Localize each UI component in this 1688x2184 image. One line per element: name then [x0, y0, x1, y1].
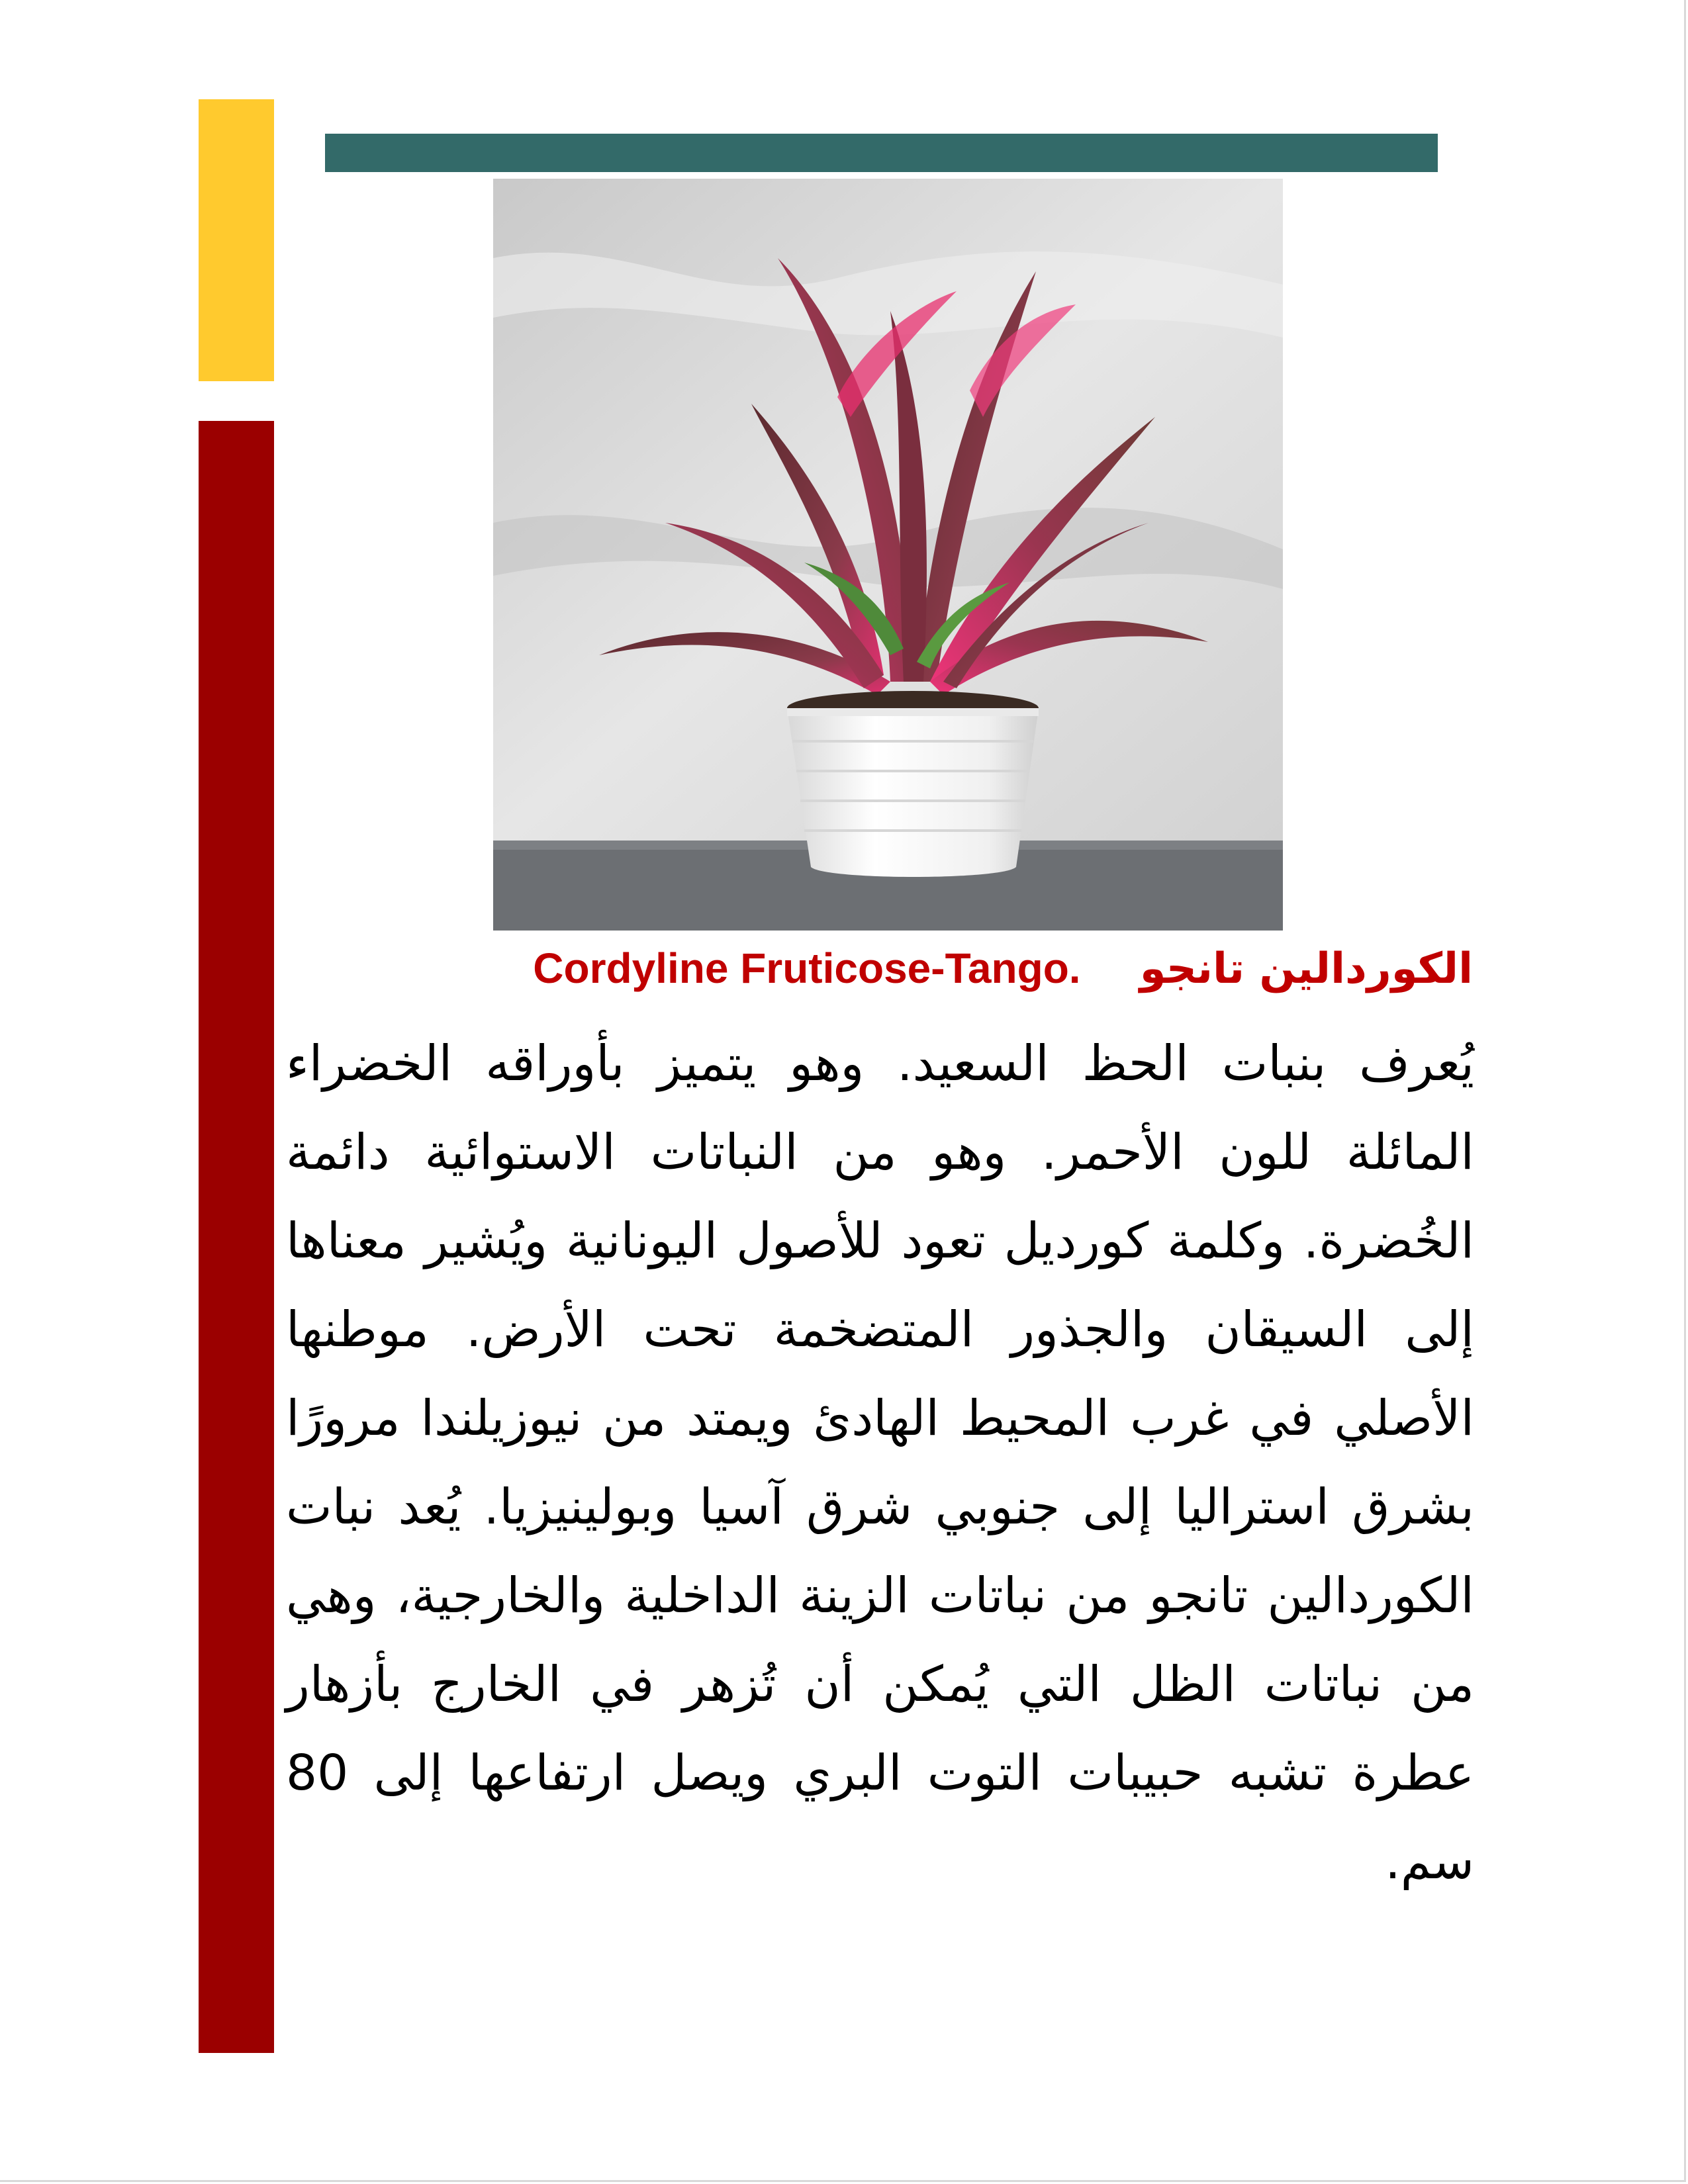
white-pot	[787, 708, 1039, 877]
cordyline-plant-photo	[493, 179, 1283, 931]
title-latin: Cordyline Fruticose-Tango.	[533, 944, 1081, 992]
plant-title	[318, 938, 1473, 998]
title-arabic: الكوردالين تانجو	[1139, 944, 1473, 993]
teal-header-bar	[325, 134, 1438, 172]
description-paragraph: يُعرف بنبات الحظ السعيد. وهو يتميز بأوراقه الخضراء المائلة للون الأحمر. وهو من النباتات الاستوائية دائمة الخُضرة. وكلمة كورديل تعود للأصول اليونانية ويُشير معناها إلى السيقان والجذور المتضخمة تحت الأرض. موطنها الأصلي في غرب المحيط الهادئ ويمتد من نيوزيلندا مرورًا بشرق استراليا إلى جنوبي شرق آسيا وبولينيزيا. يُعد نبات الكوردالين تانجو من نباتات الزينة الداخلية والخارجية، وهي من نباتات الظل التي يُمكن أن تُزهر في الخارج بأزهار عطرة تشبه حبيبات التوت البري ويصل ارتفاعها إلى 80 سم.	[286, 1035, 1474, 1890]
yellow-accent-bar	[199, 99, 274, 381]
plant-illustration	[493, 179, 1283, 931]
red-accent-bar	[199, 421, 274, 2053]
